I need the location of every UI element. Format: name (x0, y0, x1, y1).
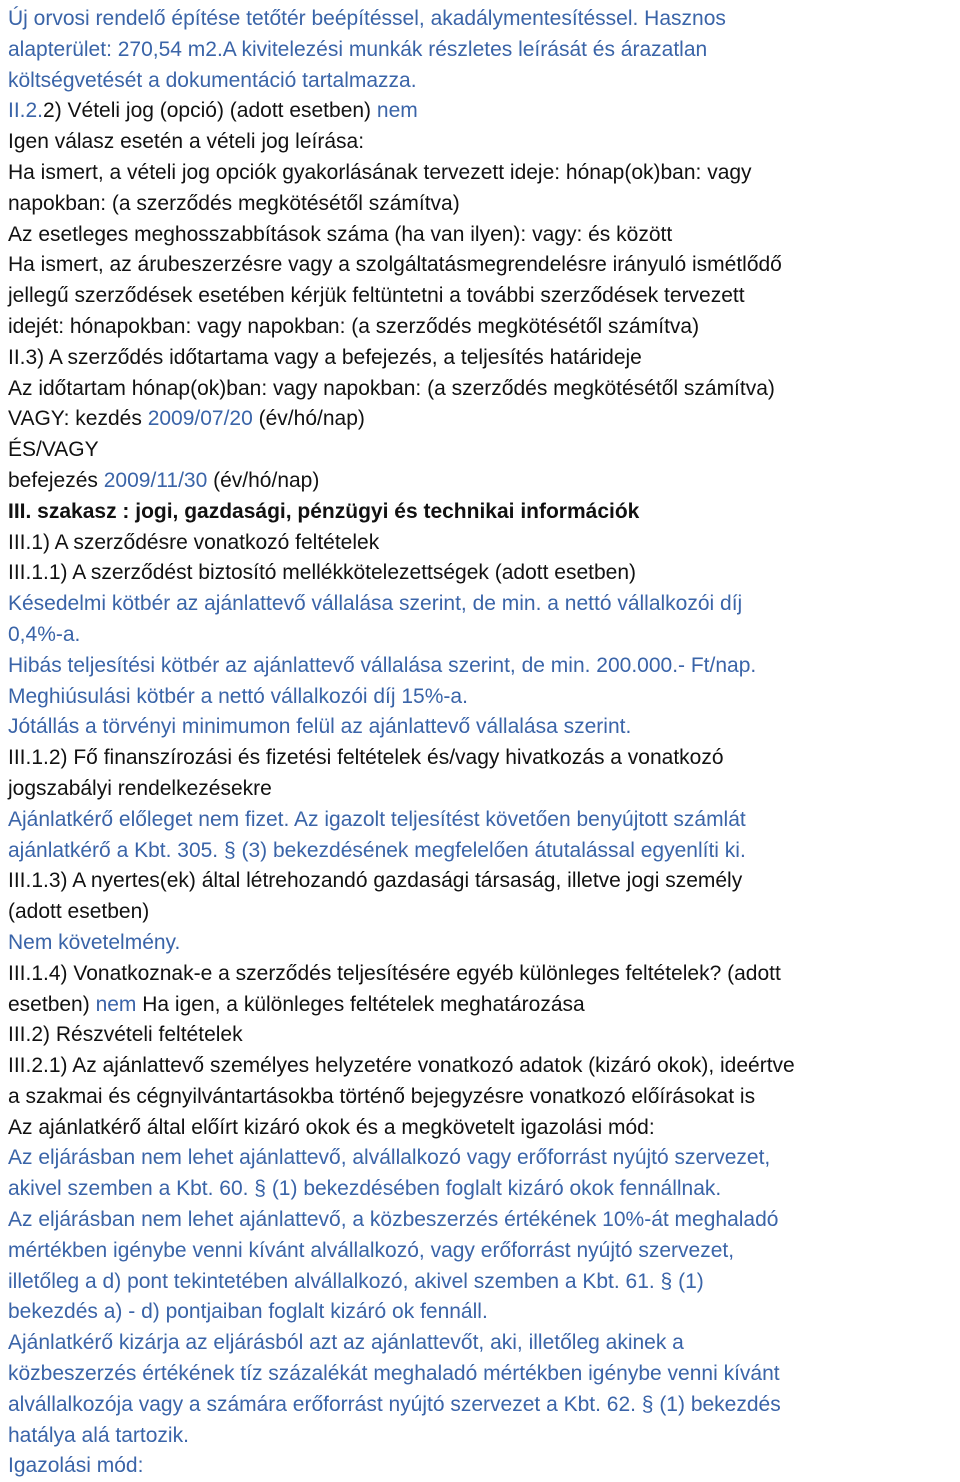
filled-value-text: Késedelmi kötbér az ajánlattevő vállalása szerint, de min. a nettó vállalkozói díj (8, 592, 743, 616)
filled-value-text: Új orvosi rendelő építése tetőtér beépítéssel, akadálymentesítéssel. Hasznos (8, 7, 726, 30)
filled-value-text: ajánlatkérő a Kbt. 305. § (3) bekezdésének megfelelően átutalással egyenlíti ki. (8, 838, 746, 862)
form-label-text: Ha ismert, az árubeszerzésre vagy a szolgáltatásmegrendelésre irányuló ismétlődő (8, 253, 782, 277)
form-label-text: II.3) A szerződés időtartama vagy a befejezés, a teljesítés határideje (8, 345, 642, 369)
document-line (8, 1359, 960, 1390)
filled-value-text: nem (376, 99, 418, 123)
document-line (8, 836, 960, 867)
document-line (8, 682, 960, 713)
document-line (8, 158, 960, 189)
document-line (8, 897, 960, 928)
document-line (8, 805, 960, 836)
document-line (8, 528, 960, 559)
filled-value-text: Nem követelmény. (8, 930, 181, 954)
filled-value-text: Ajánlatkérő kizárja az eljárásból azt az ajánlattevőt, aki, illetőleg akinek a (8, 1331, 684, 1355)
filled-value-text: Ajánlatkérő előleget nem fizet. Az igazolt teljesítést követően benyújtott számlát (8, 807, 746, 831)
filled-value-text: illetőleg a d) pont tekintetében alvállalkozó, akivel szemben a Kbt. 61. § (1) (8, 1269, 704, 1293)
document-line (8, 250, 960, 281)
form-label-text: Az esetleges meghosszabbítások száma (ha van ilyen): vagy: és között (8, 222, 673, 246)
filled-value-text: Az eljárásban nem lehet ajánlattevő, alvállalkozó vagy erőforrást nyújtó szervezet, (8, 1146, 771, 1170)
document-line (8, 4, 960, 35)
document-line (8, 774, 960, 805)
filled-value-text: Az eljárásban nem lehet ajánlattevő, a közbeszerzés értékének 10%-át meghaladó (8, 1208, 779, 1232)
document-line (8, 466, 960, 497)
form-label-text: III.1.4) Vonatkoznak-e a szerződés teljesítésére egyéb különleges feltételek? (adott (8, 961, 781, 985)
form-label-text: Az ajánlatkérő által előírt kizáró okok és a megkövetelt igazolási mód: (8, 1115, 655, 1139)
filled-value-text: Meghiúsulási kötbér a nettó vállalkozói díj 15%-a. (8, 684, 468, 708)
document-line (8, 404, 960, 435)
filled-value-text: hatálya alá tartozik. (8, 1423, 189, 1447)
form-label-text: Igen válasz esetén a vételi jog leírása: (8, 130, 365, 154)
form-label-text: III.1.2) Fő finanszírozási és fizetési feltételek és/vagy hivatkozás a vonatkozó (8, 746, 724, 770)
filled-value-text: Igazolási mód: (8, 1454, 144, 1478)
document-line (8, 558, 960, 589)
form-label-text: idejét: hónapokban: vagy napokban: (a szerződés megkötésétől számítva) (8, 314, 700, 338)
section-heading-text: III. szakasz : jogi, gazdasági, pénzügyi és technikai információk (8, 499, 640, 523)
document-line (8, 497, 960, 528)
form-label-text: esetben) (8, 992, 96, 1016)
document-line (8, 743, 960, 774)
form-label-text: VAGY: kezdés (8, 407, 148, 431)
document-line (8, 959, 960, 990)
form-label-text: Ha igen, a különleges feltételek meghatározása (136, 992, 585, 1016)
document-line (8, 866, 960, 897)
document-line (8, 1020, 960, 1051)
document-line (8, 928, 960, 959)
document-line (8, 1328, 960, 1359)
form-label-text: jogszabályi rendelkezésekre (8, 776, 272, 800)
document-line (8, 312, 960, 343)
document-line (8, 343, 960, 374)
document-line (8, 1051, 960, 1082)
document-line (8, 189, 960, 220)
filled-value-text: 2009/11/30 (103, 468, 208, 492)
filled-value-text: alapterület: 270,54 m2.A kivitelezési munkák részletes leírását és árazatlan (8, 37, 708, 61)
filled-value-text: nem (95, 992, 137, 1016)
document-line (8, 1421, 960, 1452)
document-line (8, 374, 960, 405)
form-label-text: III.2.1) Az ajánlattevő személyes helyzetére vonatkozó adatok (kizáró okok), ideértve (8, 1054, 795, 1078)
filled-value-text: költségvetését a dokumentáció tartalmazza. (8, 68, 417, 92)
document-line (8, 1205, 960, 1236)
document-line (8, 1143, 960, 1174)
form-label-text: 2) Vételi jog (opció) (adott esetben) (43, 99, 377, 123)
form-label-text: (év/hó/nap) (207, 468, 320, 492)
form-label-text: (adott esetben) (8, 900, 150, 924)
document-line (8, 1236, 960, 1267)
document-line (8, 712, 960, 743)
filled-value-text: bekezdés a) - d) pontjaiban foglalt kizáró ok fennáll. (8, 1300, 488, 1324)
document-line (8, 281, 960, 312)
filled-value-text: Hibás teljesítési kötbér az ajánlattevő vállalása szerint, de min. 200.000.- Ft/nap. (8, 653, 757, 677)
document-body (8, 4, 960, 1482)
filled-value-text: II.2. (8, 99, 44, 123)
filled-value-text: közbeszerzés értékének tíz százalékát meghaladó mértékben igénybe venni kívánt (8, 1362, 780, 1386)
document-line (8, 620, 960, 651)
document-line (8, 1082, 960, 1113)
form-label-text: jellegű szerződések esetében kérjük feltüntetni a további szerződések tervezett (8, 284, 745, 308)
document-line (8, 1113, 960, 1144)
document-line (8, 1297, 960, 1328)
form-label-text: III.2) Részvételi feltételek (8, 1023, 243, 1047)
document-line (8, 1174, 960, 1205)
document-line (8, 127, 960, 158)
document-line (8, 1451, 960, 1482)
document-line (8, 1390, 960, 1421)
filled-value-text: 2009/07/20 (147, 407, 253, 431)
filled-value-text: alvállalkozója vagy a számára erőforrást nyújtó szervezet a Kbt. 62. § (1) bekezdés (8, 1392, 781, 1416)
form-label-text: (év/hó/nap) (252, 407, 365, 431)
document-line (8, 96, 960, 127)
form-label-text: III.1) A szerződésre vonatkozó feltételek (8, 530, 380, 554)
form-label-text: III.1.3) A nyertes(ek) által létrehozandó gazdasági társaság, illetve jogi személy (8, 869, 743, 893)
document-line (8, 1267, 960, 1298)
form-label-text: napokban: (a szerződés megkötésétől számítva) (8, 191, 460, 215)
document-line (8, 435, 960, 466)
document-line (8, 66, 960, 97)
filled-value-text: 0,4%-a. (8, 622, 81, 646)
document-line (8, 220, 960, 251)
filled-value-text: Jótállás a törvényi minimumon felül az ajánlattevő vállalása szerint. (8, 715, 632, 739)
filled-value-text: akivel szemben a Kbt. 60. § (1) bekezdésében foglalt kizáró okok fennállnak. (8, 1177, 722, 1201)
form-label-text: ÉS/VAGY (8, 438, 99, 462)
form-label-text: a szakmai és cégnyilvántartásokba történő bejegyzésre vonatkozó előírásokat is (8, 1084, 756, 1108)
form-label-text: Az időtartam hónap(ok)ban: vagy napokban: (a szerződés megkötésétől számítva) (8, 376, 775, 400)
document-line (8, 651, 960, 682)
document-line (8, 589, 960, 620)
document-line (8, 35, 960, 66)
filled-value-text: mértékben igénybe venni kívánt alvállalkozó, vagy erőforrást nyújtó szervezet, (8, 1238, 735, 1262)
document-line (8, 990, 960, 1021)
form-label-text: Ha ismert, a vételi jog opciók gyakorlásának tervezett ideje: hónap(ok)ban: vagy (8, 160, 752, 184)
form-label-text: befejezés (8, 468, 104, 492)
form-label-text: III.1.1) A szerződést biztosító mellékkötelezettségek (adott esetben) (8, 561, 637, 585)
